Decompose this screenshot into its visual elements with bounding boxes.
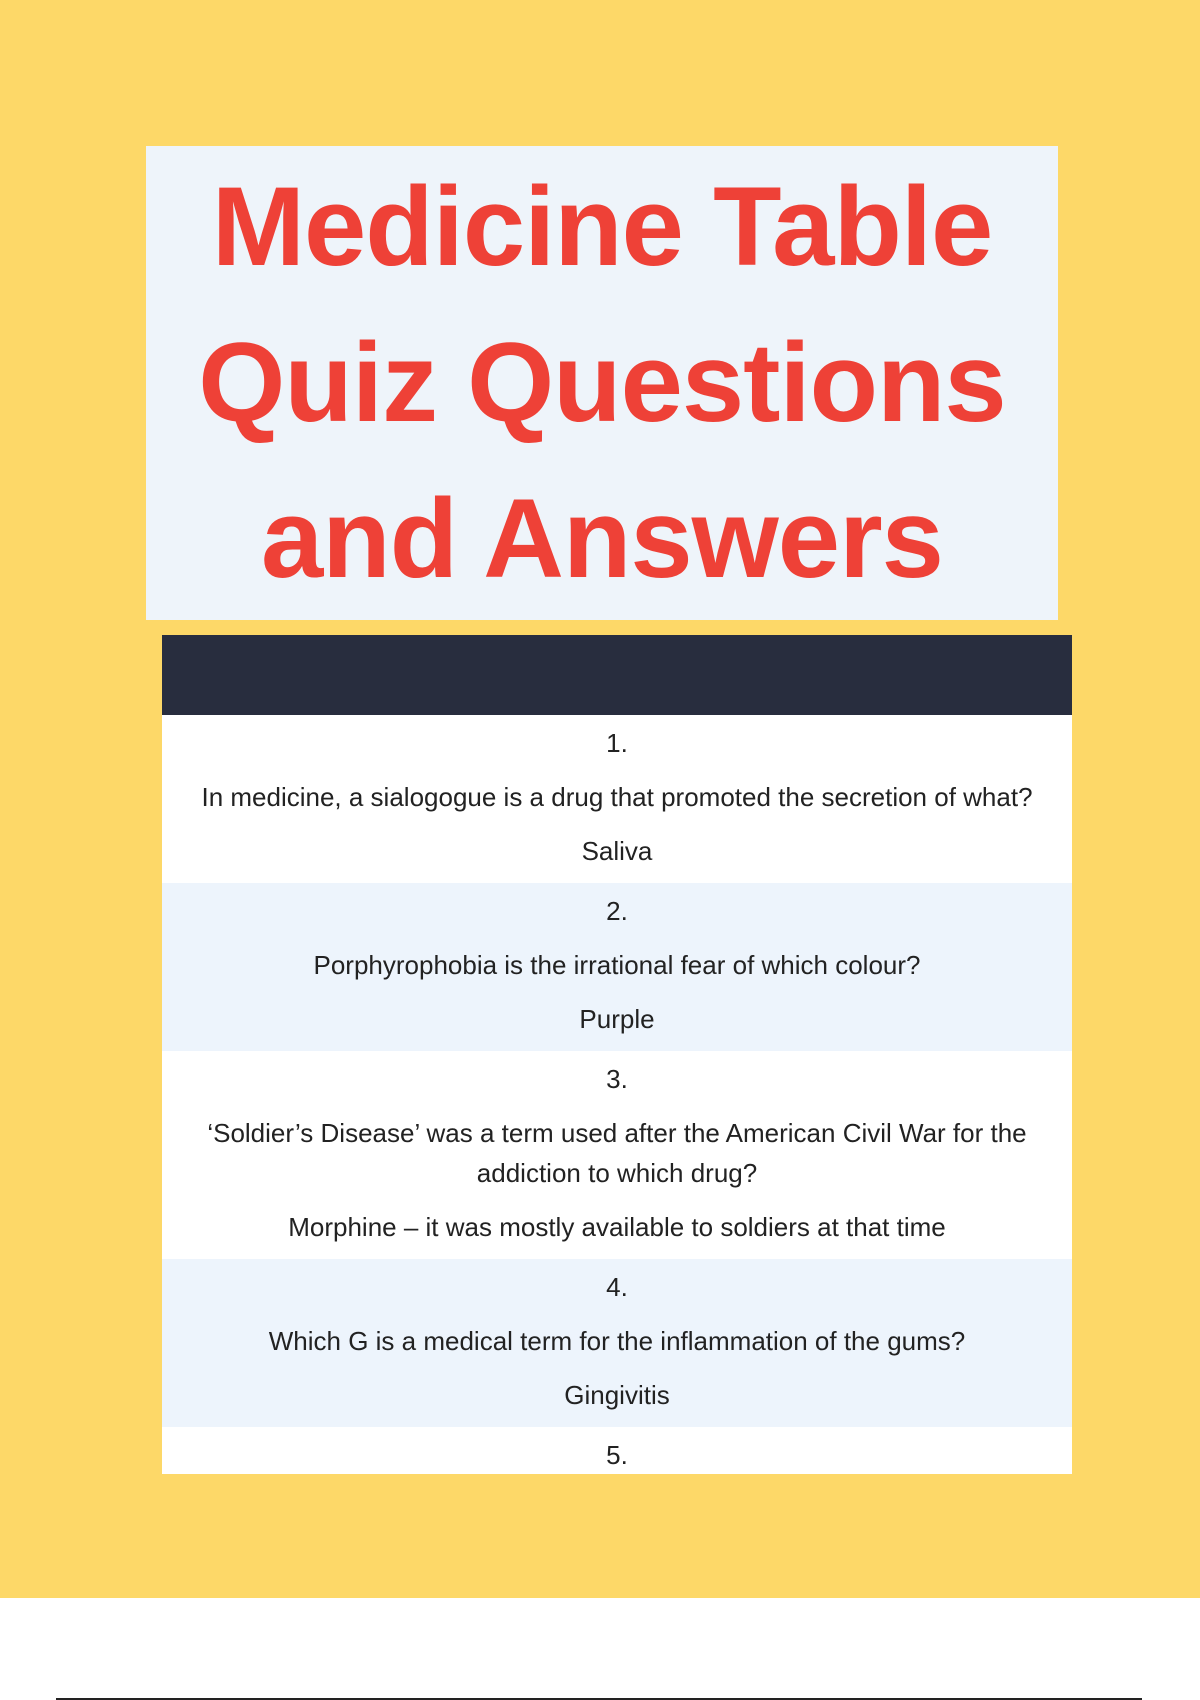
quiz-row-1 (162, 715, 1072, 883)
question-text: Which G is a medical term for the inflammation of the gums? (268, 1326, 966, 1356)
quiz-row-4 (162, 1259, 1072, 1427)
title-line-3: and Answers (261, 476, 943, 601)
question-text: ‘Soldier’s Disease’ was a term used after the American Civil War for the addiction to which drug? (207, 1118, 1027, 1188)
title-line-2: Quiz Questions (198, 320, 1006, 445)
question-number: 1. (606, 728, 628, 758)
quiz-table (162, 635, 1072, 1474)
answer-text: Saliva (581, 836, 653, 866)
question-number: 3. (606, 1064, 628, 1094)
title-line-1: Medicine Table (211, 164, 993, 289)
quiz-row-3 (162, 1051, 1072, 1259)
question-number: 4. (606, 1272, 628, 1302)
answer-text: Morphine – it was mostly available to soldiers at that time (288, 1212, 946, 1242)
quiz-row-5 (162, 1427, 1072, 1474)
question-number: 5. (606, 1440, 628, 1470)
question-text: Porphyrophobia is the irrational fear of which colour? (313, 950, 921, 980)
answer-text: Purple (579, 1004, 655, 1034)
question-number: 2. (606, 896, 628, 926)
table-header-bar (162, 635, 1072, 715)
question-text: In medicine, a sialogogue is a drug that promoted the secretion of what? (201, 782, 1033, 812)
quiz-row-2 (162, 883, 1072, 1051)
answer-text: Gingivitis (564, 1380, 670, 1410)
title-card (146, 146, 1058, 620)
